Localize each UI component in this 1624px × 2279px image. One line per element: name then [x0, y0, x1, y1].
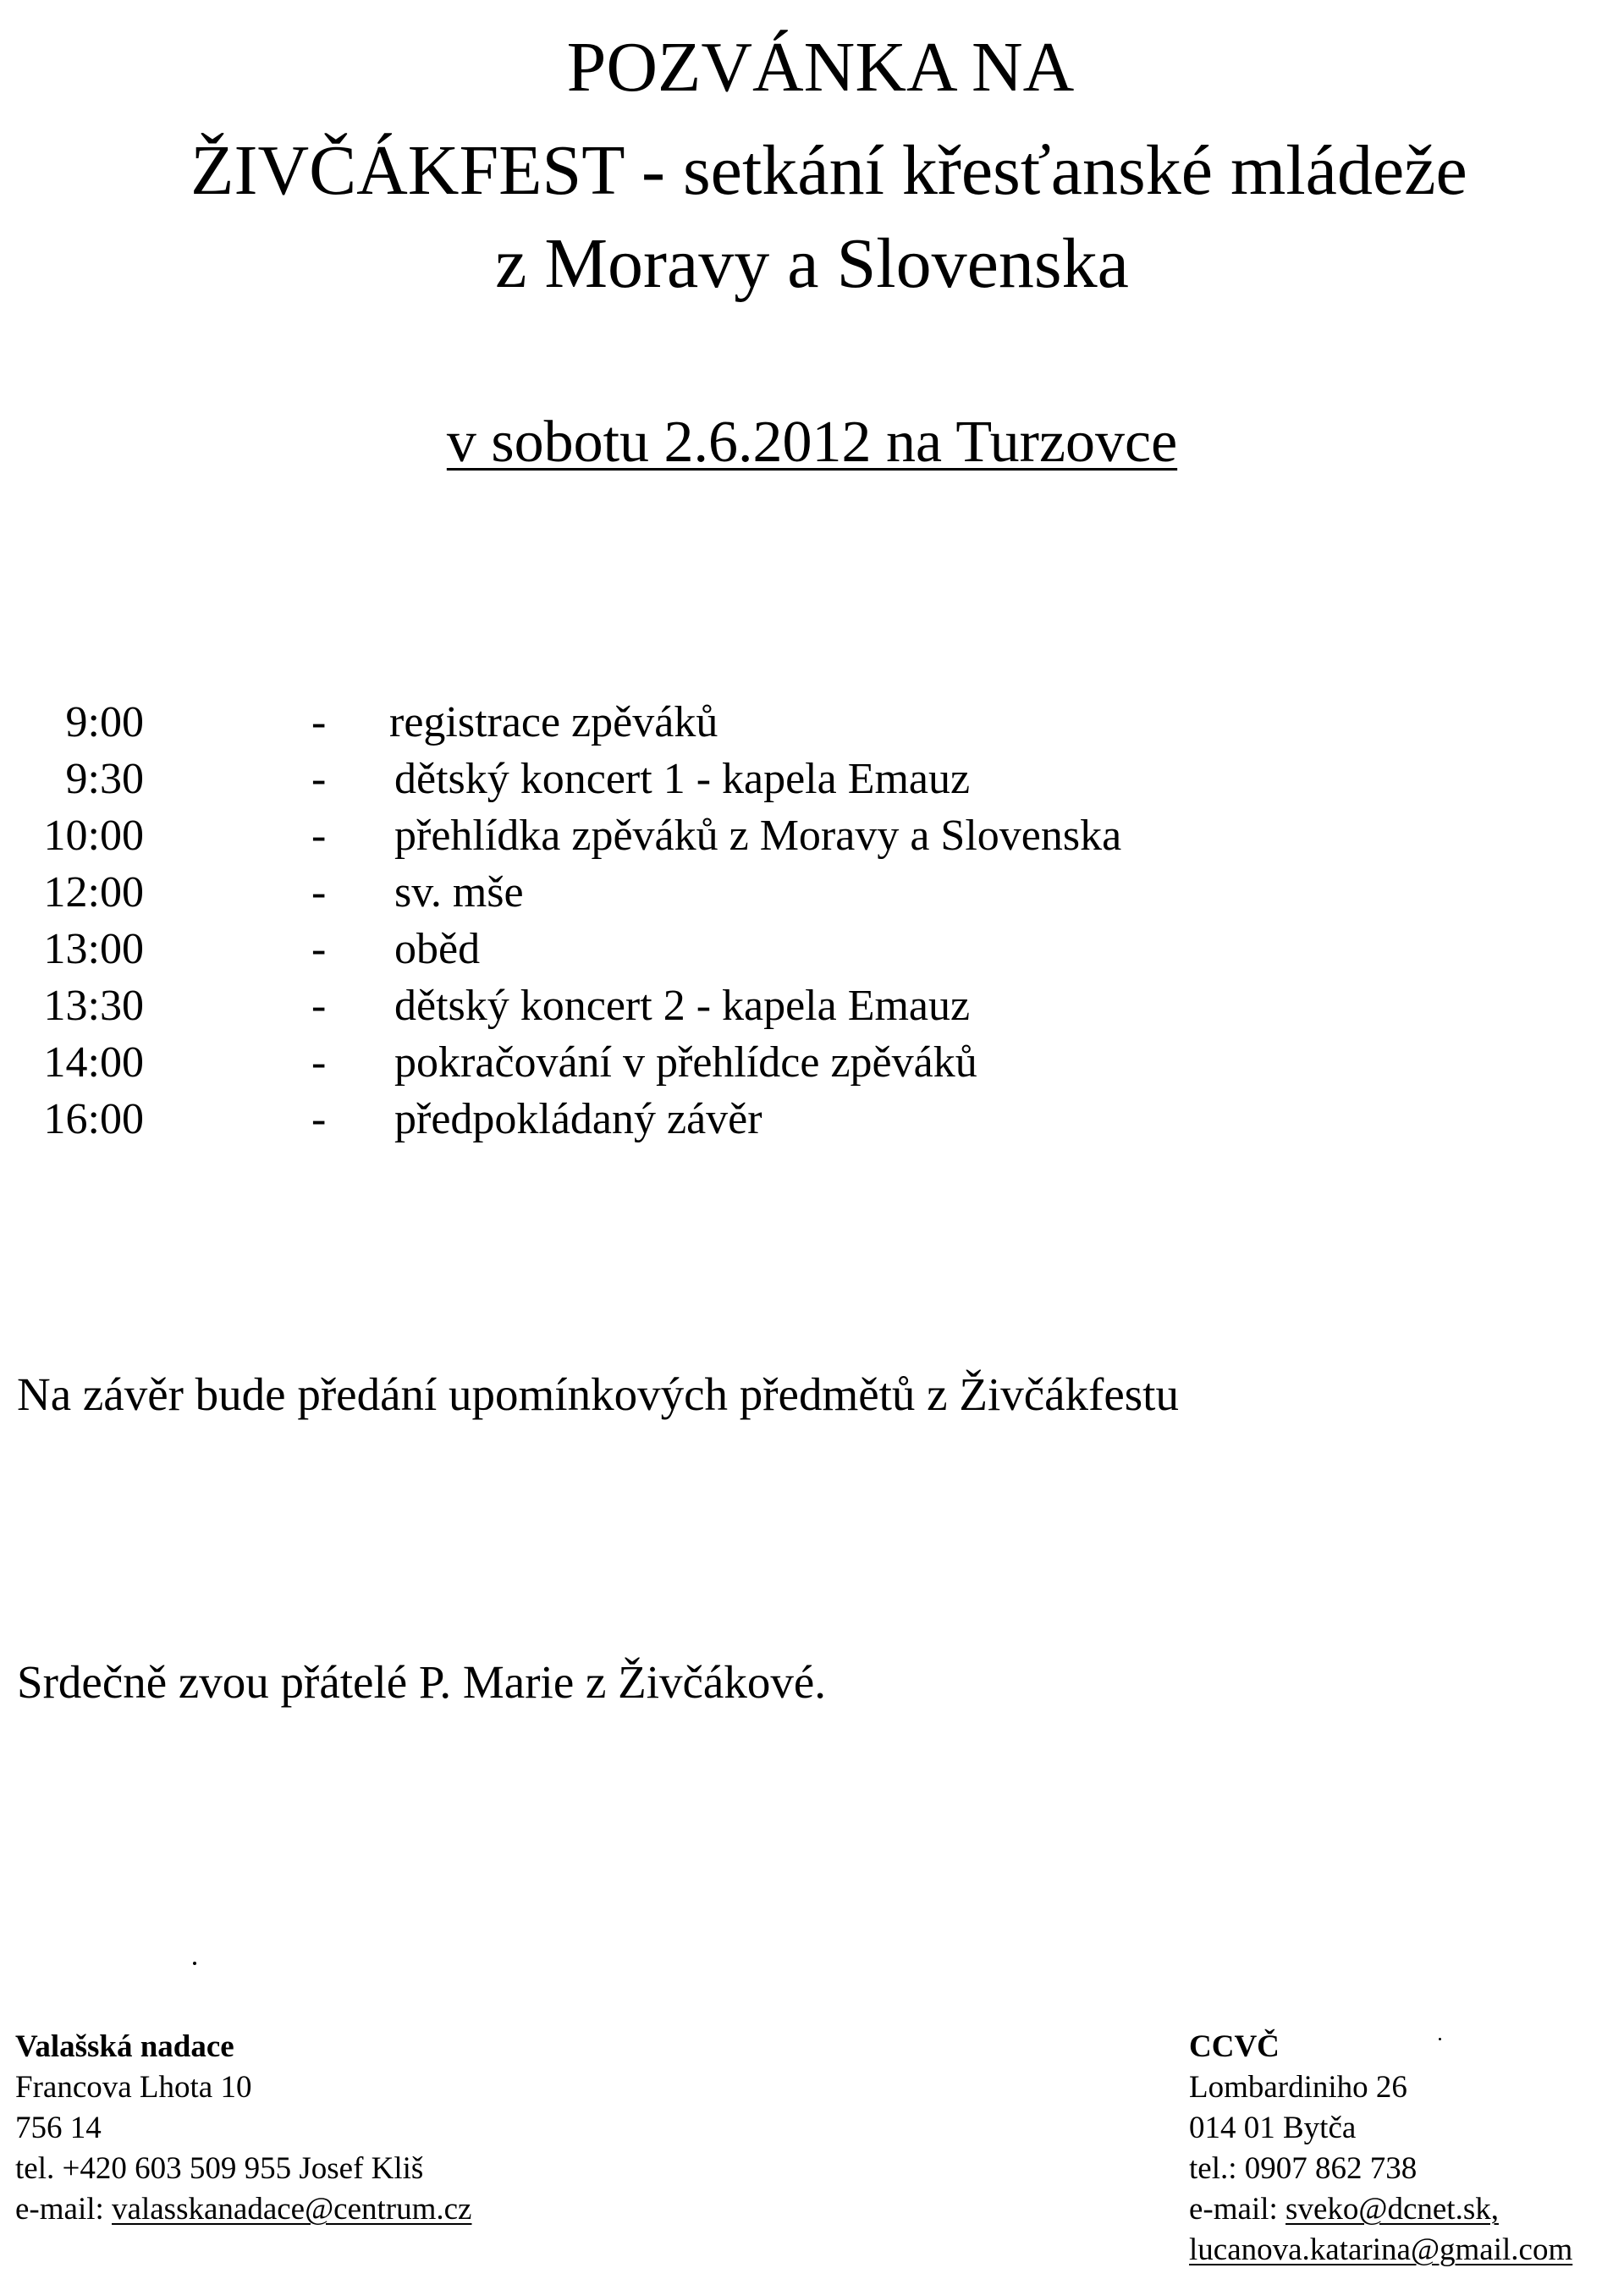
schedule-row	[0, 751, 1624, 807]
schedule-row	[0, 977, 1624, 1034]
contact-right	[1189, 2027, 1572, 2271]
org-name: Valašská nadace	[15, 2029, 234, 2064]
scan-speck	[193, 1962, 196, 1965]
org-email-line	[1189, 2189, 1572, 2230]
schedule-time: 9:00	[65, 698, 144, 746]
closing-note: Na závěr bude předání upomínkových předmětů z Živčákfestu	[17, 1368, 1179, 1420]
org-zip: 756 14	[15, 2111, 102, 2145]
email-link[interactable]: sveko@dcnet.sk,	[1285, 2192, 1499, 2227]
org-phone: tel. +420 603 509 955 Josef Kliš	[15, 2151, 424, 2186]
org-street: Lombardiniho 26	[1189, 2070, 1407, 2105]
schedule-time: 12:00	[43, 868, 144, 917]
schedule-time: 13:30	[43, 982, 144, 1030]
schedule-row	[0, 694, 1624, 751]
schedule-desc: dětský koncert 1 - kapela Emauz	[394, 755, 971, 803]
schedule-time: 13:00	[43, 925, 144, 973]
org-city: 014 01 Bytča	[1189, 2111, 1357, 2145]
schedule	[0, 694, 1624, 1148]
schedule-row	[0, 1091, 1624, 1148]
schedule-row	[0, 864, 1624, 921]
schedule-desc: oběd	[394, 925, 481, 973]
email-label: e-mail:	[15, 2192, 113, 2227]
org-phone: tel.: 0907 862 738	[1189, 2151, 1418, 2186]
org-street: Francova Lhota 10	[15, 2070, 252, 2105]
schedule-time: 16:00	[43, 1095, 144, 1143]
schedule-dash: -	[311, 1095, 327, 1143]
title-line-2: ŽIVČÁKFEST - setkání křesťanské mládeže	[190, 131, 1467, 210]
schedule-time: 9:30	[65, 755, 144, 803]
schedule-desc: předpokládaný závěr	[394, 1095, 762, 1143]
schedule-dash: -	[311, 812, 327, 860]
schedule-dash: -	[311, 1038, 327, 1087]
email-label: e-mail:	[1189, 2192, 1286, 2227]
schedule-row	[0, 921, 1624, 977]
org-email-line	[15, 2189, 471, 2230]
schedule-dash: -	[311, 755, 327, 803]
schedule-desc: sv. mše	[394, 868, 524, 917]
email-link[interactable]: valasskanadace@centrum.cz	[112, 2192, 472, 2227]
contact-left	[15, 2027, 471, 2230]
schedule-time: 10:00	[43, 812, 144, 860]
event-date-text: v sobotu 2.6.2012 na Turzovce	[446, 410, 1178, 475]
org-email-line-2	[1189, 2230, 1572, 2271]
schedule-time: 14:00	[43, 1038, 144, 1087]
schedule-dash: -	[311, 925, 327, 973]
email-link[interactable]: lucanova.katarina@gmail.com	[1189, 2232, 1573, 2267]
schedule-dash: -	[311, 982, 327, 1030]
event-date	[0, 410, 1624, 475]
schedule-desc: přehlídka zpěváků z Moravy a Slovenska	[394, 812, 1122, 860]
schedule-row	[0, 1034, 1624, 1091]
schedule-row	[0, 807, 1624, 864]
schedule-desc: registrace zpěváků	[389, 698, 718, 746]
schedule-desc: dětský koncert 2 - kapela Emauz	[394, 982, 971, 1030]
schedule-desc: pokračování v přehlídce zpěváků	[394, 1038, 977, 1087]
schedule-dash: -	[311, 868, 327, 917]
invitation-sentence: Srdečně zvou přátelé P. Marie z Živčákové.	[17, 1656, 827, 1708]
org-name: CCVČ	[1189, 2029, 1280, 2064]
schedule-dash: -	[311, 698, 327, 746]
title-line-3: z Moravy a Slovenska	[495, 224, 1129, 303]
title-line-1: POZVÁNKA NA	[566, 28, 1075, 107]
